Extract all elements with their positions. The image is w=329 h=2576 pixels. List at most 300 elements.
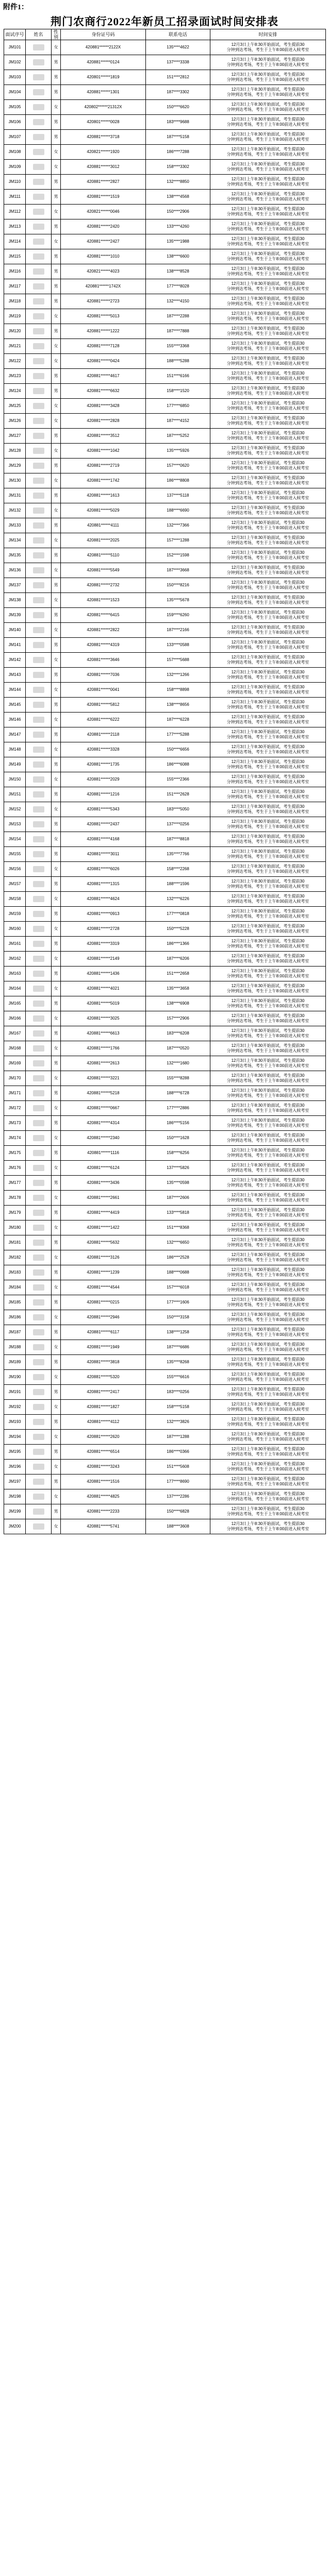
row-phone: 157****1288 <box>146 533 210 548</box>
row-phone: 187****6686 <box>146 1340 210 1355</box>
schedule-line-1: 12月3日上午8:30开始面试，考生提前30 <box>231 1447 305 1451</box>
row-phone: 186****5156 <box>146 1116 210 1131</box>
row-gender: 女 <box>52 309 61 324</box>
row-schedule <box>210 100 326 115</box>
row-gender: 女 <box>52 1489 61 1504</box>
row-name-redacted <box>26 623 52 638</box>
row-id-number: 420881******0913 <box>61 907 146 922</box>
schedule-line-1: 12月3日上午8:30开始面试，考生提前30 <box>231 1223 305 1227</box>
row-number: JM172 <box>4 1101 26 1116</box>
row-gender: 女 <box>52 742 61 757</box>
schedule-line-1: 12月3日上午8:30开始面试，考生提前30 <box>231 236 305 241</box>
row-name-redacted <box>26 608 52 623</box>
row-gender: 男 <box>52 324 61 339</box>
row-id-number: 420881******1766 <box>61 1041 146 1056</box>
row-id-number: 420881******3011 <box>61 847 146 862</box>
row-id-number: 420881******4021 <box>61 981 146 996</box>
schedule-line-1: 12月3日上午8:30开始面试，考生提前30 <box>231 266 305 271</box>
schedule-line-2: 分钟到达考场，考生于上午8:00前进入候考室 <box>226 1422 309 1427</box>
table-row <box>4 190 326 205</box>
redacted-name-block <box>33 567 44 573</box>
row-id-number: 420881******1239 <box>61 1265 146 1280</box>
redacted-name-block <box>33 1494 44 1500</box>
header-cell-id: 身份证号码 <box>61 29 146 40</box>
schedule-line-1: 12月3日上午8:30开始面试，考生提前30 <box>231 984 305 988</box>
row-name-redacted <box>26 1056 52 1071</box>
row-schedule <box>210 205 326 219</box>
row-name-redacted <box>26 563 52 578</box>
row-number: JM146 <box>4 713 26 727</box>
row-phone: 188****3608 <box>146 1519 210 1534</box>
row-schedule <box>210 817 326 832</box>
row-schedule <box>210 1430 326 1445</box>
row-name-redacted <box>26 1370 52 1385</box>
row-gender: 女 <box>52 1101 61 1116</box>
row-schedule <box>210 130 326 145</box>
redacted-name-block <box>33 1001 44 1007</box>
table-row <box>4 1086 326 1101</box>
row-schedule <box>210 1221 326 1235</box>
row-gender: 男 <box>52 877 61 892</box>
schedule-line-2: 分钟到达考场，考生于上午8:00前进入候考室 <box>226 272 309 276</box>
row-id-number: 420881******1949 <box>61 1340 146 1355</box>
redacted-name-block <box>33 672 44 678</box>
row-gender: 男 <box>52 638 61 653</box>
row-phone: 187****2288 <box>146 309 210 324</box>
schedule-line-1: 12月3日上午8:30开始面试，考生提前30 <box>231 42 305 47</box>
row-id-number: 420881******6117 <box>61 1325 146 1340</box>
table-row <box>4 623 326 638</box>
redacted-name-block <box>33 1120 44 1126</box>
schedule-line-2: 分钟到达考场，考生于上午8:00前进入候考室 <box>226 989 309 993</box>
redacted-name-block <box>33 956 44 962</box>
schedule-line-1: 12月3日上午8:30开始面试，考生提前30 <box>231 117 305 122</box>
table-row <box>4 1415 326 1430</box>
row-phone: 183****5050 <box>146 802 210 817</box>
row-name-redacted <box>26 399 52 414</box>
row-id-number: 420881******6026 <box>61 862 146 877</box>
row-gender: 女 <box>52 100 61 115</box>
row-name-redacted <box>26 324 52 339</box>
row-phone: 155****6616 <box>146 1370 210 1385</box>
row-number: JM155 <box>4 847 26 862</box>
table-row <box>4 817 326 832</box>
row-id-number: 420881******3221 <box>61 1071 146 1086</box>
row-name-redacted <box>26 1026 52 1041</box>
row-number: JM186 <box>4 1310 26 1325</box>
row-id-number: 420881******2427 <box>61 234 146 249</box>
row-schedule <box>210 503 326 518</box>
row-gender: 女 <box>52 563 61 578</box>
page-title: 荆门农商行2022年新员工招录面试时间安排表 <box>51 15 278 28</box>
schedule-line-2: 分钟到达考场，考生于上午8:00前进入候考室 <box>226 1347 309 1352</box>
row-id-number: 420881******1436 <box>61 967 146 981</box>
table-row <box>4 1191 326 1206</box>
redacted-name-block <box>33 747 44 753</box>
schedule-line-1: 12月3日上午8:30开始面试，考生提前30 <box>231 192 305 196</box>
row-name-redacted <box>26 593 52 608</box>
row-gender: 女 <box>52 399 61 414</box>
schedule-line-1: 12月3日上午8:30开始面试，考生提前30 <box>231 1163 305 1167</box>
redacted-name-block <box>33 1105 44 1111</box>
schedule-line-2: 分钟到达考场，考生于上午8:00前进入候考室 <box>226 1497 309 1501</box>
row-phone: 150****8216 <box>146 578 210 593</box>
row-phone: 187****5252 <box>146 429 210 444</box>
row-schedule <box>210 264 326 279</box>
row-gender: 女 <box>52 339 61 354</box>
row-gender: 男 <box>52 967 61 981</box>
schedule-line-2: 分钟到达考场，考生于上午8:00前进入候考室 <box>226 391 309 396</box>
row-schedule <box>210 742 326 757</box>
row-phone: 152****1598 <box>146 548 210 563</box>
row-gender: 男 <box>52 727 61 742</box>
row-phone: 150****3158 <box>146 1310 210 1325</box>
row-name-redacted <box>26 802 52 817</box>
row-gender: 女 <box>52 1041 61 1056</box>
row-gender: 男 <box>52 249 61 264</box>
row-schedule <box>210 55 326 70</box>
schedule-line-2: 分钟到达考场，考生于上午8:00前进入候考室 <box>226 705 309 709</box>
schedule-line-2: 分钟到达考场，考生于上午8:00前进入候考室 <box>226 929 309 934</box>
row-phone: 186****1366 <box>146 937 210 952</box>
schedule-line-1: 12月3日上午8:30开始面试，考生提前30 <box>231 1088 305 1093</box>
redacted-name-block <box>33 717 44 723</box>
row-name-redacted <box>26 1265 52 1280</box>
row-name-redacted <box>26 473 52 488</box>
table-row <box>4 802 326 817</box>
row-number: JM164 <box>4 981 26 996</box>
table-row <box>4 832 326 847</box>
row-schedule <box>210 1086 326 1101</box>
row-phone: 135****5678 <box>146 593 210 608</box>
schedule-line-2: 分钟到达考场，考生于上午8:00前进入候考室 <box>226 1527 309 1531</box>
table-row <box>4 175 326 190</box>
row-number: JM141 <box>4 638 26 653</box>
row-number: JM129 <box>4 459 26 473</box>
row-name-redacted <box>26 937 52 952</box>
row-phone: 177****6850 <box>146 399 210 414</box>
row-gender: 女 <box>52 713 61 727</box>
schedule-line-2: 分钟到达考场，考生于上午8:00前进入候考室 <box>226 1019 309 1023</box>
row-name-redacted <box>26 1011 52 1026</box>
row-number: JM130 <box>4 473 26 488</box>
redacted-name-block <box>33 926 44 932</box>
row-name-redacted <box>26 907 52 922</box>
row-schedule <box>210 40 326 55</box>
table-row <box>4 399 326 414</box>
redacted-name-block <box>33 403 44 409</box>
row-schedule <box>210 1385 326 1400</box>
row-id-number: 420881******1827 <box>61 1400 146 1415</box>
schedule-line-1: 12月3日上午8:30开始面试，考生提前30 <box>231 1402 305 1406</box>
redacted-name-block <box>33 1150 44 1156</box>
row-name-redacted <box>26 1250 52 1265</box>
redacted-name-block <box>33 597 44 603</box>
redacted-name-block <box>33 1210 44 1216</box>
row-phone: 132****8850 <box>146 175 210 190</box>
row-name-redacted <box>26 1519 52 1534</box>
redacted-name-block <box>33 1404 44 1410</box>
schedule-line-1: 12月3日上午8:30开始面试，考生提前30 <box>231 1028 305 1033</box>
schedule-line-1: 12月3日上午8:30开始面试，考生提前30 <box>231 102 305 107</box>
row-schedule <box>210 638 326 653</box>
row-id-number: 420881******2827 <box>61 175 146 190</box>
table-row <box>4 1340 326 1355</box>
row-number: JM112 <box>4 205 26 219</box>
row-id-number: 420881******2732 <box>61 578 146 593</box>
redacted-name-block <box>33 1284 44 1291</box>
row-name-redacted <box>26 1221 52 1235</box>
row-number: JM156 <box>4 862 26 877</box>
schedule-line-1: 12月3日上午8:30开始面试，考生提前30 <box>231 1297 305 1302</box>
table-row <box>4 608 326 623</box>
table-row <box>4 518 326 533</box>
row-phone: 137****2286 <box>146 1489 210 1504</box>
schedule-line-1: 12月3日上午8:30开始面试，考生提前30 <box>231 177 305 181</box>
row-name-redacted <box>26 1430 52 1445</box>
row-phone: 177****2886 <box>146 1101 210 1116</box>
row-gender: 男 <box>52 459 61 473</box>
schedule-line-1: 12月3日上午8:30开始面试，考生提前30 <box>231 969 305 973</box>
row-phone: 155****3368 <box>146 339 210 354</box>
row-phone: 133****0588 <box>146 638 210 653</box>
row-number: JM118 <box>4 294 26 309</box>
row-id-number: 420881******4319 <box>61 638 146 653</box>
row-number: JM166 <box>4 1011 26 1026</box>
schedule-line-1: 12月3日上午8:30开始面试，考生提前30 <box>231 759 305 764</box>
redacted-name-block <box>33 1434 44 1440</box>
row-schedule <box>210 1415 326 1430</box>
table-row <box>4 757 326 772</box>
schedule-line-1: 12月3日上午8:30开始面试，考生提前30 <box>231 132 305 137</box>
row-phone: 159****6260 <box>146 608 210 623</box>
row-name-redacted <box>26 219 52 234</box>
row-id-number: 420881******4168 <box>61 832 146 847</box>
redacted-name-block <box>33 1075 44 1081</box>
row-number: JM195 <box>4 1445 26 1460</box>
table-row <box>4 70 326 85</box>
redacted-name-block <box>33 1344 44 1350</box>
row-gender: 男 <box>52 698 61 713</box>
row-phone: 187****0520 <box>146 1041 210 1056</box>
row-id-number: 420881******1742X <box>61 279 146 294</box>
row-number: JM147 <box>4 727 26 742</box>
row-name-redacted <box>26 100 52 115</box>
row-gender: 男 <box>52 847 61 862</box>
redacted-name-block <box>33 89 44 95</box>
row-gender: 男 <box>52 70 61 85</box>
schedule-line-2: 分钟到达考场，考生于上午8:00前进入候考室 <box>226 346 309 351</box>
table-body <box>4 40 326 1534</box>
row-number: JM190 <box>4 1370 26 1385</box>
row-number: JM148 <box>4 742 26 757</box>
row-gender: 女 <box>52 653 61 668</box>
row-gender: 男 <box>52 429 61 444</box>
row-schedule <box>210 1280 326 1295</box>
redacted-name-block <box>33 866 44 872</box>
row-name-redacted <box>26 922 52 937</box>
row-id-number: 420881******2340 <box>61 1131 146 1146</box>
row-name-redacted <box>26 294 52 309</box>
table-row <box>4 1400 326 1415</box>
row-schedule <box>210 115 326 130</box>
schedule-line-1: 12月3日上午8:30开始面试，考生提前30 <box>231 789 305 794</box>
row-name-redacted <box>26 653 52 668</box>
schedule-line-1: 12月3日上午8:30开始面试，考生提前30 <box>231 1492 305 1496</box>
table-row <box>4 294 326 309</box>
row-number: JM191 <box>4 1385 26 1400</box>
row-gender: 女 <box>52 1131 61 1146</box>
row-number: JM150 <box>4 772 26 787</box>
schedule-line-1: 12月3日上午8:30开始面试，考生提前30 <box>231 1208 305 1212</box>
schedule-line-2: 分钟到达考场，考生于上午8:00前进入候考室 <box>226 630 309 635</box>
row-id-number: 420881******1613 <box>61 488 146 503</box>
redacted-name-block <box>33 1269 44 1276</box>
row-id-number: 420881******6222 <box>61 713 146 727</box>
row-number: JM139 <box>4 608 26 623</box>
row-number: JM168 <box>4 1041 26 1056</box>
row-phone: 132****3826 <box>146 1415 210 1430</box>
schedule-line-2: 分钟到达考场，考生于上午8:00前进入候考室 <box>226 436 309 440</box>
row-id-number: 420881******6613 <box>61 1026 146 1041</box>
row-gender: 女 <box>52 1340 61 1355</box>
table-row <box>4 160 326 175</box>
table-row <box>4 40 326 55</box>
row-number: JM196 <box>4 1460 26 1475</box>
row-gender: 女 <box>52 892 61 907</box>
row-number: JM133 <box>4 518 26 533</box>
schedule-line-1: 12月3日上午8:30开始面试，考生提前30 <box>231 1282 305 1287</box>
schedule-line-1: 12月3日上午8:30开始面试，考生提前30 <box>231 1043 305 1048</box>
row-phone: 137****5826 <box>146 1161 210 1176</box>
row-number: JM137 <box>4 578 26 593</box>
row-phone: 187****5158 <box>146 130 210 145</box>
table-row <box>4 100 326 115</box>
row-id-number: 420881******1315 <box>61 877 146 892</box>
row-number: JM114 <box>4 234 26 249</box>
schedule-line-1: 12月3日上午8:30开始面试，考生提前30 <box>231 1193 305 1197</box>
row-name-redacted <box>26 414 52 429</box>
row-number: JM107 <box>4 130 26 145</box>
schedule-line-2: 分钟到达考场，考生于上午8:00前进入候考室 <box>226 645 309 650</box>
row-name-redacted <box>26 115 52 130</box>
row-phone: 187****1288 <box>146 1430 210 1445</box>
schedule-line-2: 分钟到达考场，考生于上午8:00前进入候考室 <box>226 1302 309 1307</box>
schedule-line-2: 分钟到达考场，考生于上午8:00前进入候考室 <box>226 1123 309 1128</box>
row-name-redacted <box>26 996 52 1011</box>
table-row <box>4 967 326 981</box>
row-id-number: 420881******3818 <box>61 1355 146 1370</box>
row-schedule <box>210 518 326 533</box>
schedule-line-2: 分钟到达考场，考生于上午8:00前进入候考室 <box>226 1228 309 1232</box>
row-schedule <box>210 623 326 638</box>
table-row <box>4 996 326 1011</box>
row-schedule <box>210 981 326 996</box>
row-phone: 158****6256 <box>146 1146 210 1161</box>
row-gender: 男 <box>52 384 61 399</box>
redacted-name-block <box>33 433 44 439</box>
row-name-redacted <box>26 85 52 100</box>
row-id-number: 420881******2118 <box>61 727 146 742</box>
schedule-line-1: 12月3日上午8:30开始面试，考生提前30 <box>231 1267 305 1272</box>
redacted-name-block <box>33 119 44 125</box>
table-row <box>4 459 326 473</box>
table-row <box>4 952 326 967</box>
schedule-line-1: 12月3日上午8:30开始面试，考生提前30 <box>231 147 305 151</box>
row-number: JM199 <box>4 1504 26 1519</box>
row-id-number: 420881******5019 <box>61 996 146 1011</box>
schedule-line-1: 12月3日上午8:30开始面试，考生提前30 <box>231 595 305 600</box>
row-phone: 187****4152 <box>146 414 210 429</box>
redacted-name-block <box>33 1389 44 1395</box>
redacted-name-block <box>33 1135 44 1141</box>
row-phone: 187****8818 <box>146 832 210 847</box>
row-gender: 女 <box>52 1460 61 1475</box>
row-gender: 女 <box>52 205 61 219</box>
redacted-name-block <box>33 74 44 80</box>
schedule-line-2: 分钟到达考场，考生于上午8:00前进入候考室 <box>226 690 309 694</box>
header-cell-gender: 性别 <box>52 29 61 40</box>
row-name-redacted <box>26 384 52 399</box>
row-id-number: 420881******2828 <box>61 414 146 429</box>
row-number: JM159 <box>4 907 26 922</box>
schedule-line-1: 12月3日上午8:30开始面试，考生提前30 <box>231 1477 305 1481</box>
schedule-line-1: 12月3日上午8:30开始面试，考生提前30 <box>231 819 305 824</box>
row-gender: 女 <box>52 1280 61 1295</box>
row-schedule <box>210 1056 326 1071</box>
redacted-name-block <box>33 1523 44 1530</box>
schedule-line-2: 分钟到达考场，考生于上午8:00前进入候考室 <box>226 839 309 844</box>
table-row <box>4 324 326 339</box>
row-schedule <box>210 249 326 264</box>
table-row <box>4 219 326 234</box>
schedule-line-2: 分钟到达考场，考生于上午8:00前进入候考室 <box>226 1153 309 1158</box>
redacted-name-block <box>33 1419 44 1425</box>
row-gender: 男 <box>52 1445 61 1460</box>
redacted-name-block <box>33 1165 44 1171</box>
row-id-number: 420881******5320 <box>61 1370 146 1385</box>
schedule-line-2: 分钟到达考场，考生于上午8:00前进入候考室 <box>226 1093 309 1098</box>
row-gender: 男 <box>52 130 61 145</box>
schedule-line-2: 分钟到达考场，考生于上午8:00前进入候考室 <box>226 47 309 52</box>
table-row <box>4 130 326 145</box>
table-row <box>4 503 326 518</box>
row-number: JM183 <box>4 1265 26 1280</box>
row-gender: 男 <box>52 1086 61 1101</box>
redacted-name-block <box>33 179 44 185</box>
row-name-redacted <box>26 205 52 219</box>
row-phone: 138****6908 <box>146 996 210 1011</box>
schedule-line-1: 12月3日上午8:30开始面试，考生提前30 <box>231 490 305 495</box>
row-id-number: 420881******3319 <box>61 937 146 952</box>
row-number: JM106 <box>4 115 26 130</box>
row-gender: 男 <box>52 668 61 683</box>
row-schedule <box>210 1265 326 1280</box>
row-number: JM171 <box>4 1086 26 1101</box>
schedule-line-1: 12月3日上午8:30开始面试，考生提前30 <box>231 1252 305 1257</box>
row-id-number: 420881******3512 <box>61 429 146 444</box>
redacted-name-block <box>33 268 44 275</box>
redacted-name-block <box>33 313 44 319</box>
row-number: JM178 <box>4 1191 26 1206</box>
schedule-line-2: 分钟到达考场，考生于上午8:00前进入候考室 <box>226 1108 309 1113</box>
table-row <box>4 892 326 907</box>
row-schedule <box>210 85 326 100</box>
row-phone: 132****4150 <box>146 294 210 309</box>
row-number: JM200 <box>4 1519 26 1534</box>
row-name-redacted <box>26 757 52 772</box>
redacted-name-block <box>33 1225 44 1231</box>
